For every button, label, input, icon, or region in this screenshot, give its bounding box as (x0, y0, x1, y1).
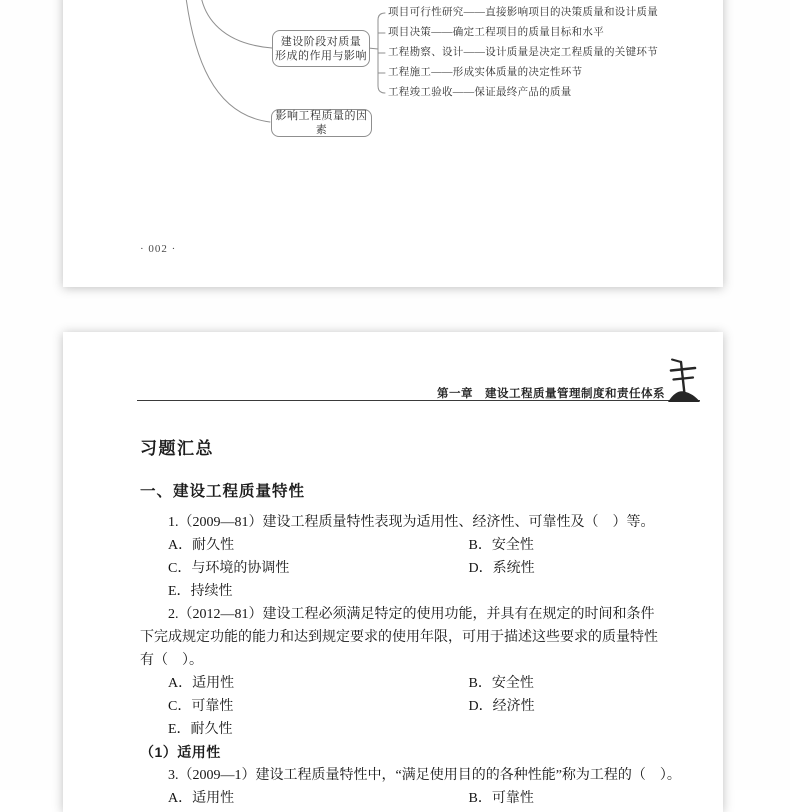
question-1-options-row-2 (140, 557, 696, 580)
question-1-stem: 1.（2009—81）建设工程质量特性表现为适用性、经济性、可靠性及（ ）等。 (168, 515, 655, 530)
option-a: A．耐久性 (168, 538, 235, 553)
question-2-stem-line-2: 下完成规定功能的能力和达到规定要求的使用年限，可用于描述这些要求的质量特性 (140, 630, 658, 645)
sub-heading-applicability: （1）适用性 (140, 744, 221, 760)
question-2-options-row-2 (140, 695, 696, 718)
mindmap-box-stage-line2: 形成的作用与影响 (275, 49, 367, 62)
book-page-2 (63, 332, 723, 812)
page-number: · 002 · (140, 243, 177, 255)
option-d: D．系统性 (468, 561, 535, 576)
question-1-options-row-3 (140, 580, 696, 603)
question-2-options-row-1 (140, 672, 696, 695)
mindmap-item-feasibility: 项目可行性研究——直接影响项目的决策质量和设计质量 (388, 7, 658, 18)
question-1-options-row-1 (140, 534, 696, 557)
option-b: B．可靠性 (468, 791, 534, 806)
book-page-1 (63, 0, 723, 287)
option-e: E．持续性 (168, 584, 233, 599)
question-2-stem-line-1: 2.（2012—81）建设工程必须满足特定的使用功能，并具有在规定的时间和条件 (168, 607, 655, 622)
mindmap-item-acceptance: 工程竣工验收——保证最终产品的质量 (388, 87, 572, 98)
chapter-header: 第一章 建设工程质量管理制度和责任体系 (437, 388, 665, 400)
subsection-title: 一、建设工程质量特性 (140, 483, 306, 500)
exercise-content (140, 511, 696, 810)
option-e: E．耐久性 (168, 722, 233, 737)
question-3-options-row-1 (140, 787, 696, 810)
option-d: D．经济性 (468, 699, 535, 714)
mindmap-item-survey-design: 工程勘察、设计——设计质量是决定工程质量的关键环节 (388, 47, 658, 58)
mindmap-box-quality-factors (271, 109, 372, 137)
mindmap-box-factors-label: 影响工程质量的因素 (275, 110, 368, 136)
mindmap-box-stage-line1: 建设阶段对质量 (280, 35, 362, 48)
mindmap-item-decision: 项目决策——确定工程项目的质量目标和水平 (388, 27, 604, 38)
option-c: C．与环境的协调性 (168, 561, 290, 576)
question-2-options-row-3 (140, 718, 696, 741)
signpost-tree-icon (665, 358, 703, 404)
mindmap-box-construction-stage (272, 30, 370, 67)
option-b: B．安全性 (468, 538, 534, 553)
option-b: B．安全性 (468, 676, 534, 691)
option-c: C．可靠性 (168, 699, 234, 714)
section-title: 习题汇总 (140, 439, 214, 458)
question-3-stem: 3.（2009—1）建设工程质量特性中，“满足使用目的的各种性能”称为工程的（ ）。 (168, 768, 681, 783)
option-a: A．适用性 (168, 676, 235, 691)
mindmap-item-construction: 工程施工——形成实体质量的决定性环节 (388, 67, 583, 78)
header-rule (137, 400, 700, 401)
question-2-stem-line-3: 有（ ）。 (140, 653, 203, 668)
option-a: A．适用性 (168, 791, 235, 806)
